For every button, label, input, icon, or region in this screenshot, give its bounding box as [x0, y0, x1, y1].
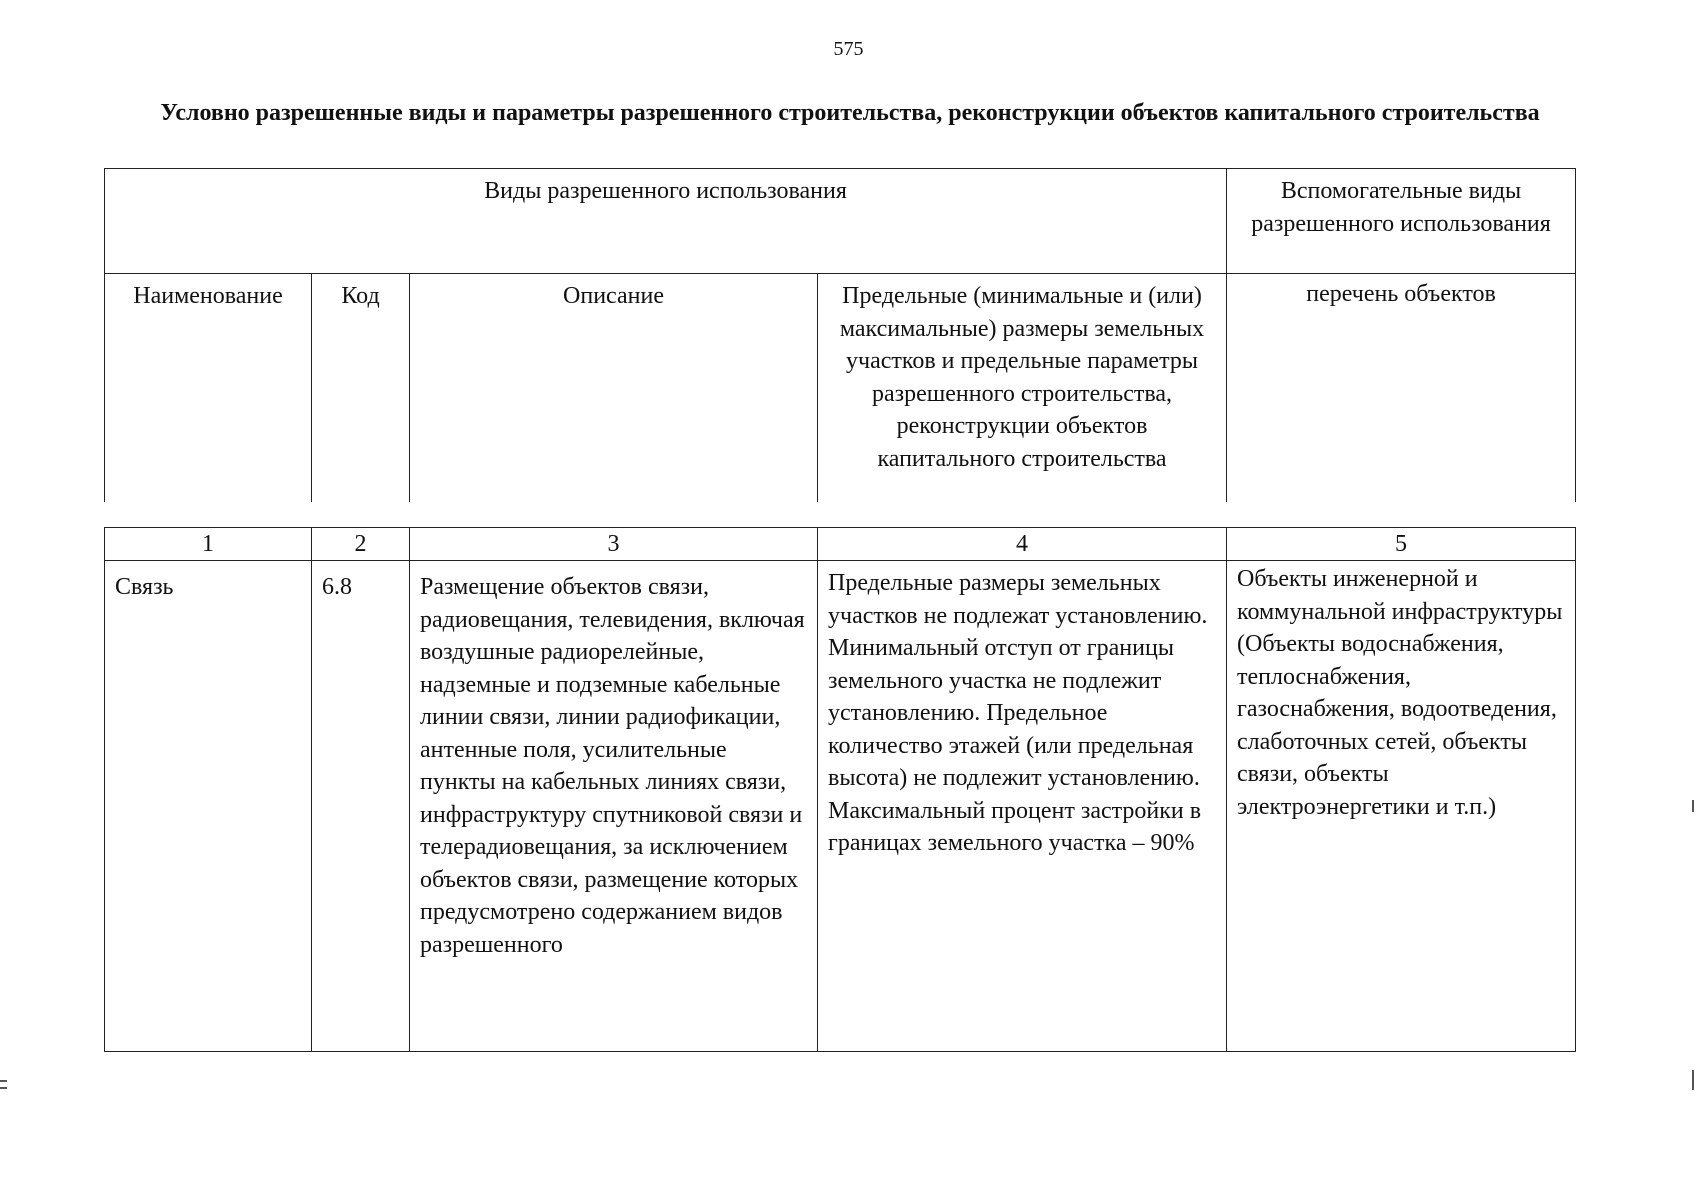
scan-edge-mark — [0, 1080, 7, 1082]
header-col-objects: перечень объектов — [1227, 274, 1576, 503]
cell-description: Размещение объектов связи, радиовещания, телевидения, включая воздушные радиорелейные, надземные и подземные кабельные линии связи, линии радиофикации, антенные поля, усилительные пункты на кабельных линиях связи, инфраструктуру спутниковой связи и телерадиовещания, за исключением объектов связи, размещение которых предусмотрено содержанием видов разрешенного — [410, 561, 818, 1052]
header-col-limits: Предельные (минимальные и (или) максимальные) размеры земельных участков и предельные параметры разрешенного строительства, реконструкции объектов капитального строительства — [818, 274, 1227, 503]
cell-name: Связь — [105, 561, 312, 1052]
data-table — [104, 527, 1576, 1052]
header-col-name: Наименование — [105, 274, 312, 503]
scan-edge-mark — [1692, 1070, 1694, 1090]
scan-edge-mark — [0, 1087, 7, 1089]
column-number: 3 — [410, 528, 818, 561]
cell-limits: Предельные размеры земельных участков не подлежат установлению. Минимальный отступ от границы земельного участка не подлежит установлению. Предельное количество этажей (или предельная высота) не подлежит установлению. Максимальный процент застройки в границах земельного участка – 90% — [818, 561, 1227, 1052]
header-col-code: Код — [312, 274, 410, 503]
scan-edge-mark — [1692, 800, 1694, 812]
cell-code: 6.8 — [312, 561, 410, 1052]
cell-objects: Объекты инженерной и коммунальной инфраструктуры (Объекты водоснабжения, теплоснабжения, газоснабжения, водоотведения, слаботочных сетей, объекты связи, объекты электроэнергетики и т.п.) — [1227, 561, 1576, 1052]
page-number: 575 — [833, 38, 864, 60]
column-number: 5 — [1227, 528, 1576, 561]
column-number: 1 — [105, 528, 312, 561]
header-col-description: Описание — [410, 274, 818, 503]
header-table — [104, 168, 1576, 502]
column-number: 4 — [818, 528, 1227, 561]
column-number: 2 — [312, 528, 410, 561]
header-group-main: Виды разрешенного использования — [105, 169, 1227, 274]
table-row — [105, 561, 1576, 1052]
column-number-row — [105, 528, 1576, 561]
document-title: Условно разрешенные виды и параметры разрешенного строительства, реконструкции объектов капитального строительства — [160, 100, 1540, 126]
header-group-aux: Вспомогательные виды разрешенного использования — [1227, 169, 1576, 274]
